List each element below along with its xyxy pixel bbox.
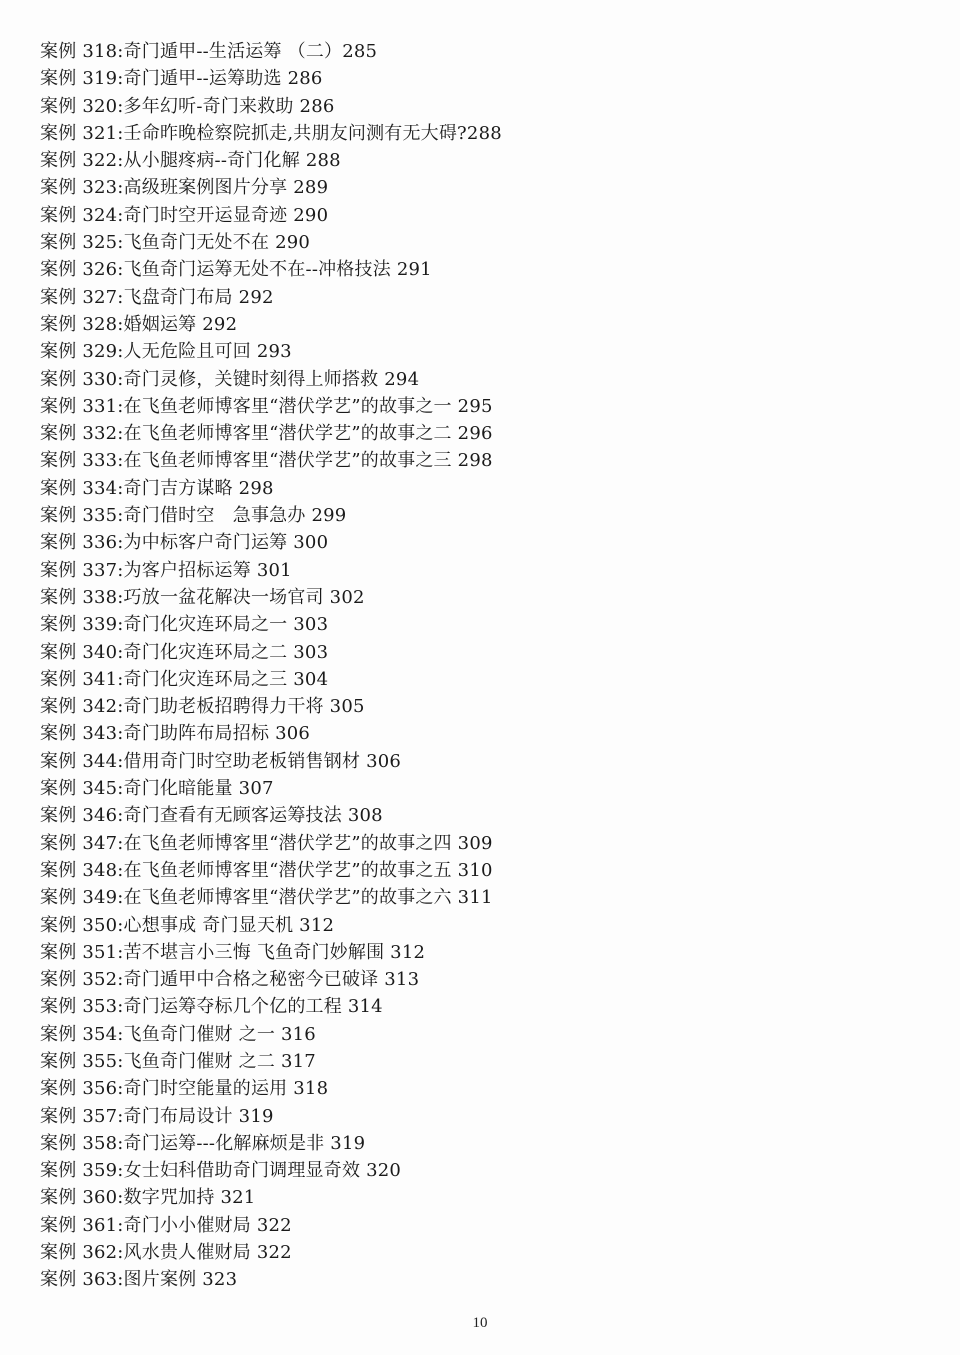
toc-entry: 案例 322:从小腿疼病--奇门化解 288: [40, 150, 341, 172]
toc-entry: 案例 318:奇门遁甲--生活运筹 （二）285: [40, 41, 378, 62]
toc-entry: 案例 320:多年幻听-奇门来救助 286: [40, 95, 335, 117]
toc-entry: 案例 347:在飞鱼老师博客里“潜伏学艺”的故事之四 309: [40, 832, 493, 854]
page-number: 10: [472, 1315, 488, 1331]
toc-entry: 案例 343:奇门助阵布局招标 306: [40, 723, 311, 745]
toc-entry: 案例 330:奇门灵修，关键时刻得上师搭救 294: [40, 368, 420, 390]
toc-entry: 案例 346:奇门查看有无顾客运筹技法 308: [40, 805, 383, 827]
toc-entry: 案例 323:高级班案例图片分享 289: [40, 177, 329, 199]
table-of-contents: [40, 38, 860, 1294]
toc-entry: 案例 348:在飞鱼老师博客里“潜伏学艺”的故事之五 310: [40, 859, 493, 881]
toc-entry: 案例 351:苦不堪言小三悔 飞鱼奇门妙解围 312: [40, 941, 426, 963]
toc-entry: 案例 352:奇门遁甲中合格之秘密今已破译 313: [40, 969, 420, 991]
toc-entry: 案例 333:在飞鱼老师博客里“潜伏学艺”的故事之三 298: [40, 450, 493, 472]
toc-entry: 案例 336:为中标客户奇门运筹 300: [40, 532, 329, 554]
toc-entry: 案例 345:奇门化暗能量 307: [40, 778, 274, 800]
toc-entry: 案例 326:飞鱼奇门运筹无处不在--冲格技法 291: [40, 259, 432, 281]
toc-entry: 案例 324:奇门时空开运显奇迹 290: [40, 204, 329, 226]
toc-entry: 案例 321:壬命昨晚检察院抓走,共朋友问测有无大碍?288: [40, 122, 502, 144]
toc-entry: 案例 350:心想事成 奇门显天机 312: [40, 914, 335, 936]
toc-entry: 案例 353:奇门运筹夺标几个亿的工程 314: [40, 996, 383, 1018]
toc-entry: 案例 360:数字咒加持 321: [40, 1187, 256, 1209]
toc-entry: 案例 334:奇门吉方谋略 298: [40, 477, 274, 499]
toc-entry: 案例 358:奇门运筹---化解麻烦是非 319: [40, 1132, 366, 1154]
toc-entry: 案例 362:风水贵人催财局 322: [40, 1242, 292, 1264]
toc-entry: 案例 325:飞鱼奇门无处不在 290: [40, 232, 311, 254]
toc-entry: 案例 361:奇门小小催财局 322: [40, 1214, 292, 1236]
toc-entry: 案例 359:女士妇科借助奇门调理显奇效 320: [40, 1160, 402, 1182]
toc-entry: 案例 356:奇门时空能量的运用 318: [40, 1078, 329, 1100]
toc-entry: 案例 342:奇门助老板招聘得力干将 305: [40, 696, 365, 718]
toc-entry: 案例 363:图片案例 323: [40, 1269, 238, 1291]
toc-entry: 案例 331:在飞鱼老师博客里“潜伏学艺”的故事之一 295: [40, 395, 493, 417]
toc-entry: 案例 349:在飞鱼老师博客里“潜伏学艺”的故事之六 311: [40, 887, 493, 909]
toc-entry: 案例 341:奇门化灾连环局之三 304: [40, 668, 329, 690]
toc-entry: 案例 329:人无危险且可回 293: [40, 341, 292, 363]
toc-entry: 案例 328:婚姻运筹 292: [40, 313, 238, 335]
toc-entry: 案例 339:奇门化灾连环局之一 303: [40, 614, 329, 636]
toc-entry: 案例 344:借用奇门时空助老板销售钢材 306: [40, 750, 402, 772]
toc-entry: 案例 355:飞鱼奇门催财 之二 317: [40, 1050, 316, 1072]
toc-entry: 案例 340:奇门化灾连环局之二 303: [40, 641, 329, 663]
toc-entry: 案例 319:奇门遁甲--运筹助选 286: [40, 68, 323, 90]
toc-entry: 案例 335:奇门借时空 急事急办 299: [40, 505, 347, 527]
toc-entry: 案例 338:巧放一盆花解决一场官司 302: [40, 586, 365, 608]
toc-entry: 案例 357:奇门布局设计 319: [40, 1105, 274, 1127]
toc-entry: 案例 332:在飞鱼老师博客里“潜伏学艺”的故事之二 296: [40, 423, 493, 445]
toc-entry: 案例 337:为客户招标运筹 301: [40, 559, 292, 581]
toc-entry: 案例 327:飞盘奇门布局 292: [40, 286, 274, 308]
toc-entry: 案例 354:飞鱼奇门催财 之一 316: [40, 1023, 316, 1045]
